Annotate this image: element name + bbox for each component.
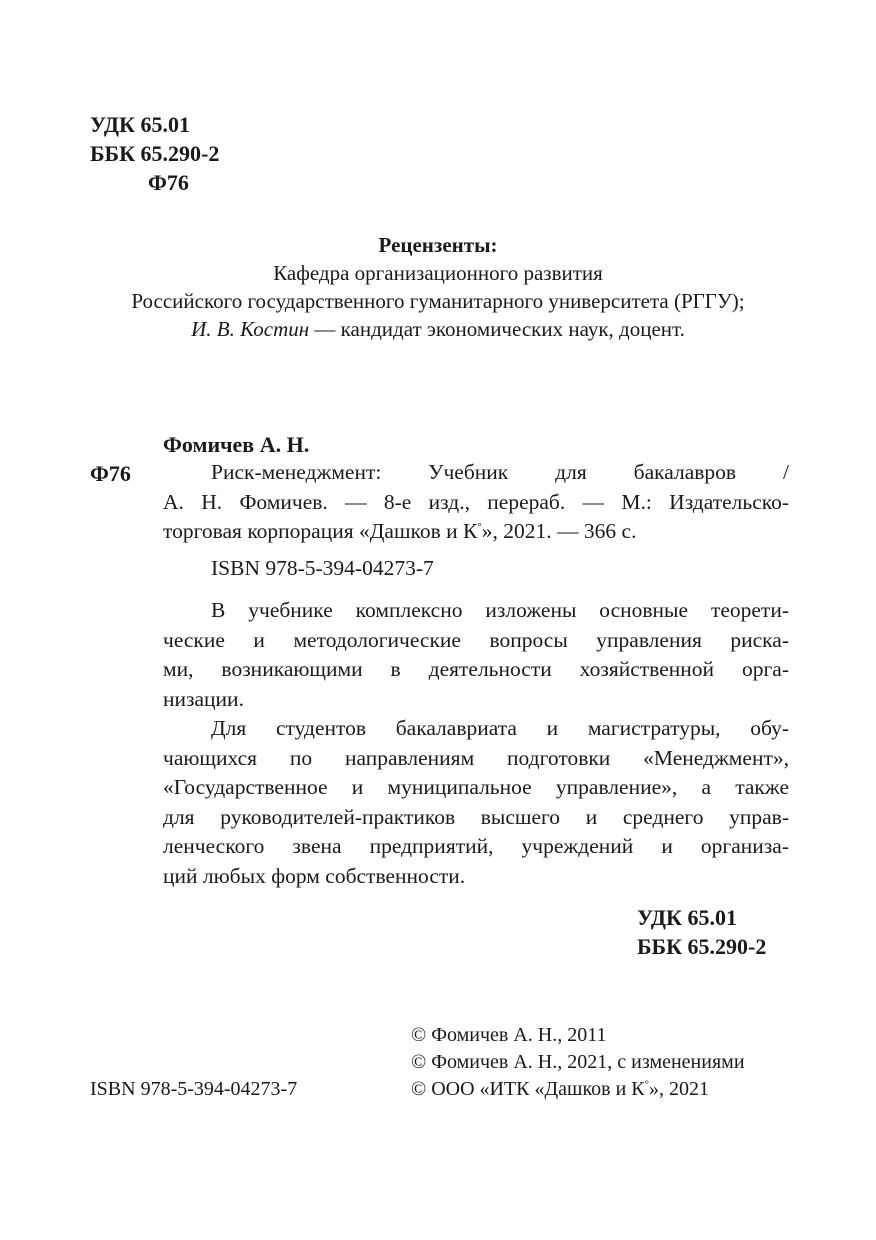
annotation-p2-line: Для студентов бакалавриата и магистратуры, обу-	[211, 716, 789, 740]
bib-entry-line-3-text: торговая корпорация «Дашков и К	[163, 519, 478, 543]
copyright-line-2: © Фомичев А. Н., 2021, с изменениями	[411, 1051, 745, 1073]
udk-code: УДК 65.01	[90, 112, 191, 137]
bib-entry-line-3	[163, 517, 789, 547]
annotation-p2-line: «Государственное и муниципальное управление», а также	[163, 775, 789, 799]
footer-bbk-code: ББК 65.290-2	[637, 934, 767, 959]
footer-udk-code: УДК 65.01	[637, 905, 738, 930]
annotation-p2-line: ций любых форм собственности.	[163, 863, 466, 888]
copyright-isbn: ISBN 978-5-394-04273-7	[90, 1078, 298, 1100]
bib-author: Фомичев А. Н.	[163, 432, 310, 457]
reviewers-line-1: Кафедра организационного развития	[273, 261, 603, 285]
bib-entry	[163, 458, 789, 547]
reviewers-line-3	[0, 315, 876, 343]
annotation-paragraph-2	[163, 714, 789, 891]
bib-author-sign: Ф76	[90, 461, 131, 486]
reviewer-title: — кандидат экономических наук, доцент.	[309, 317, 685, 341]
annotation-p2-line: ленческого звена предприятий, учреждений и организа-	[163, 834, 789, 858]
degree-mark: °	[477, 520, 482, 533]
copyright-line-3	[411, 1076, 709, 1103]
reviewers-line-2: Российского государственного гуманитарного университета (РГГУ);	[131, 289, 745, 313]
bbk-code: ББК 65.290-2	[90, 141, 220, 166]
bib-entry-line-1: Риск-менеджмент: Учебник для бакалавров /	[211, 460, 789, 484]
annotation-p2-line: для руководителей-практиков высшего и среднего управ-	[163, 804, 789, 829]
author-sign-code: Ф76	[148, 170, 189, 195]
annotation-p1-line: В учебнике комплексно изложены основные теорети-	[211, 598, 789, 622]
copyright-line-1: © Фомичев А. Н., 2011	[411, 1024, 607, 1046]
annotation-p1-line: низации.	[163, 686, 244, 711]
copyright-line-3-text: © ООО «ИТК «Дашков и К	[411, 1078, 645, 1100]
reviewer-name: И. В. Костин	[191, 317, 310, 341]
annotation-p1-line: ми, возникающими в деятельности хозяйственной орга-	[163, 657, 789, 681]
bib-isbn: ISBN 978-5-394-04273-7	[211, 556, 434, 580]
annotation-p1-line: ческие и методологические вопросы управления риска-	[163, 627, 789, 652]
bib-entry-line-2: А. Н. Фомичев. — 8-е изд., перераб. — М.: Издательско-	[163, 489, 789, 514]
copyright-line-3-tail: », 2021	[649, 1078, 710, 1100]
reviewers-heading: Рецензенты:	[378, 233, 498, 257]
annotation-paragraph-1	[163, 596, 789, 714]
degree-mark: °	[644, 1078, 650, 1091]
bib-entry-line-3-tail: », 2021. — 366 с.	[481, 519, 637, 543]
annotation-p2-line: чающихся по направлениям подготовки «Менеджмент»,	[163, 745, 789, 770]
